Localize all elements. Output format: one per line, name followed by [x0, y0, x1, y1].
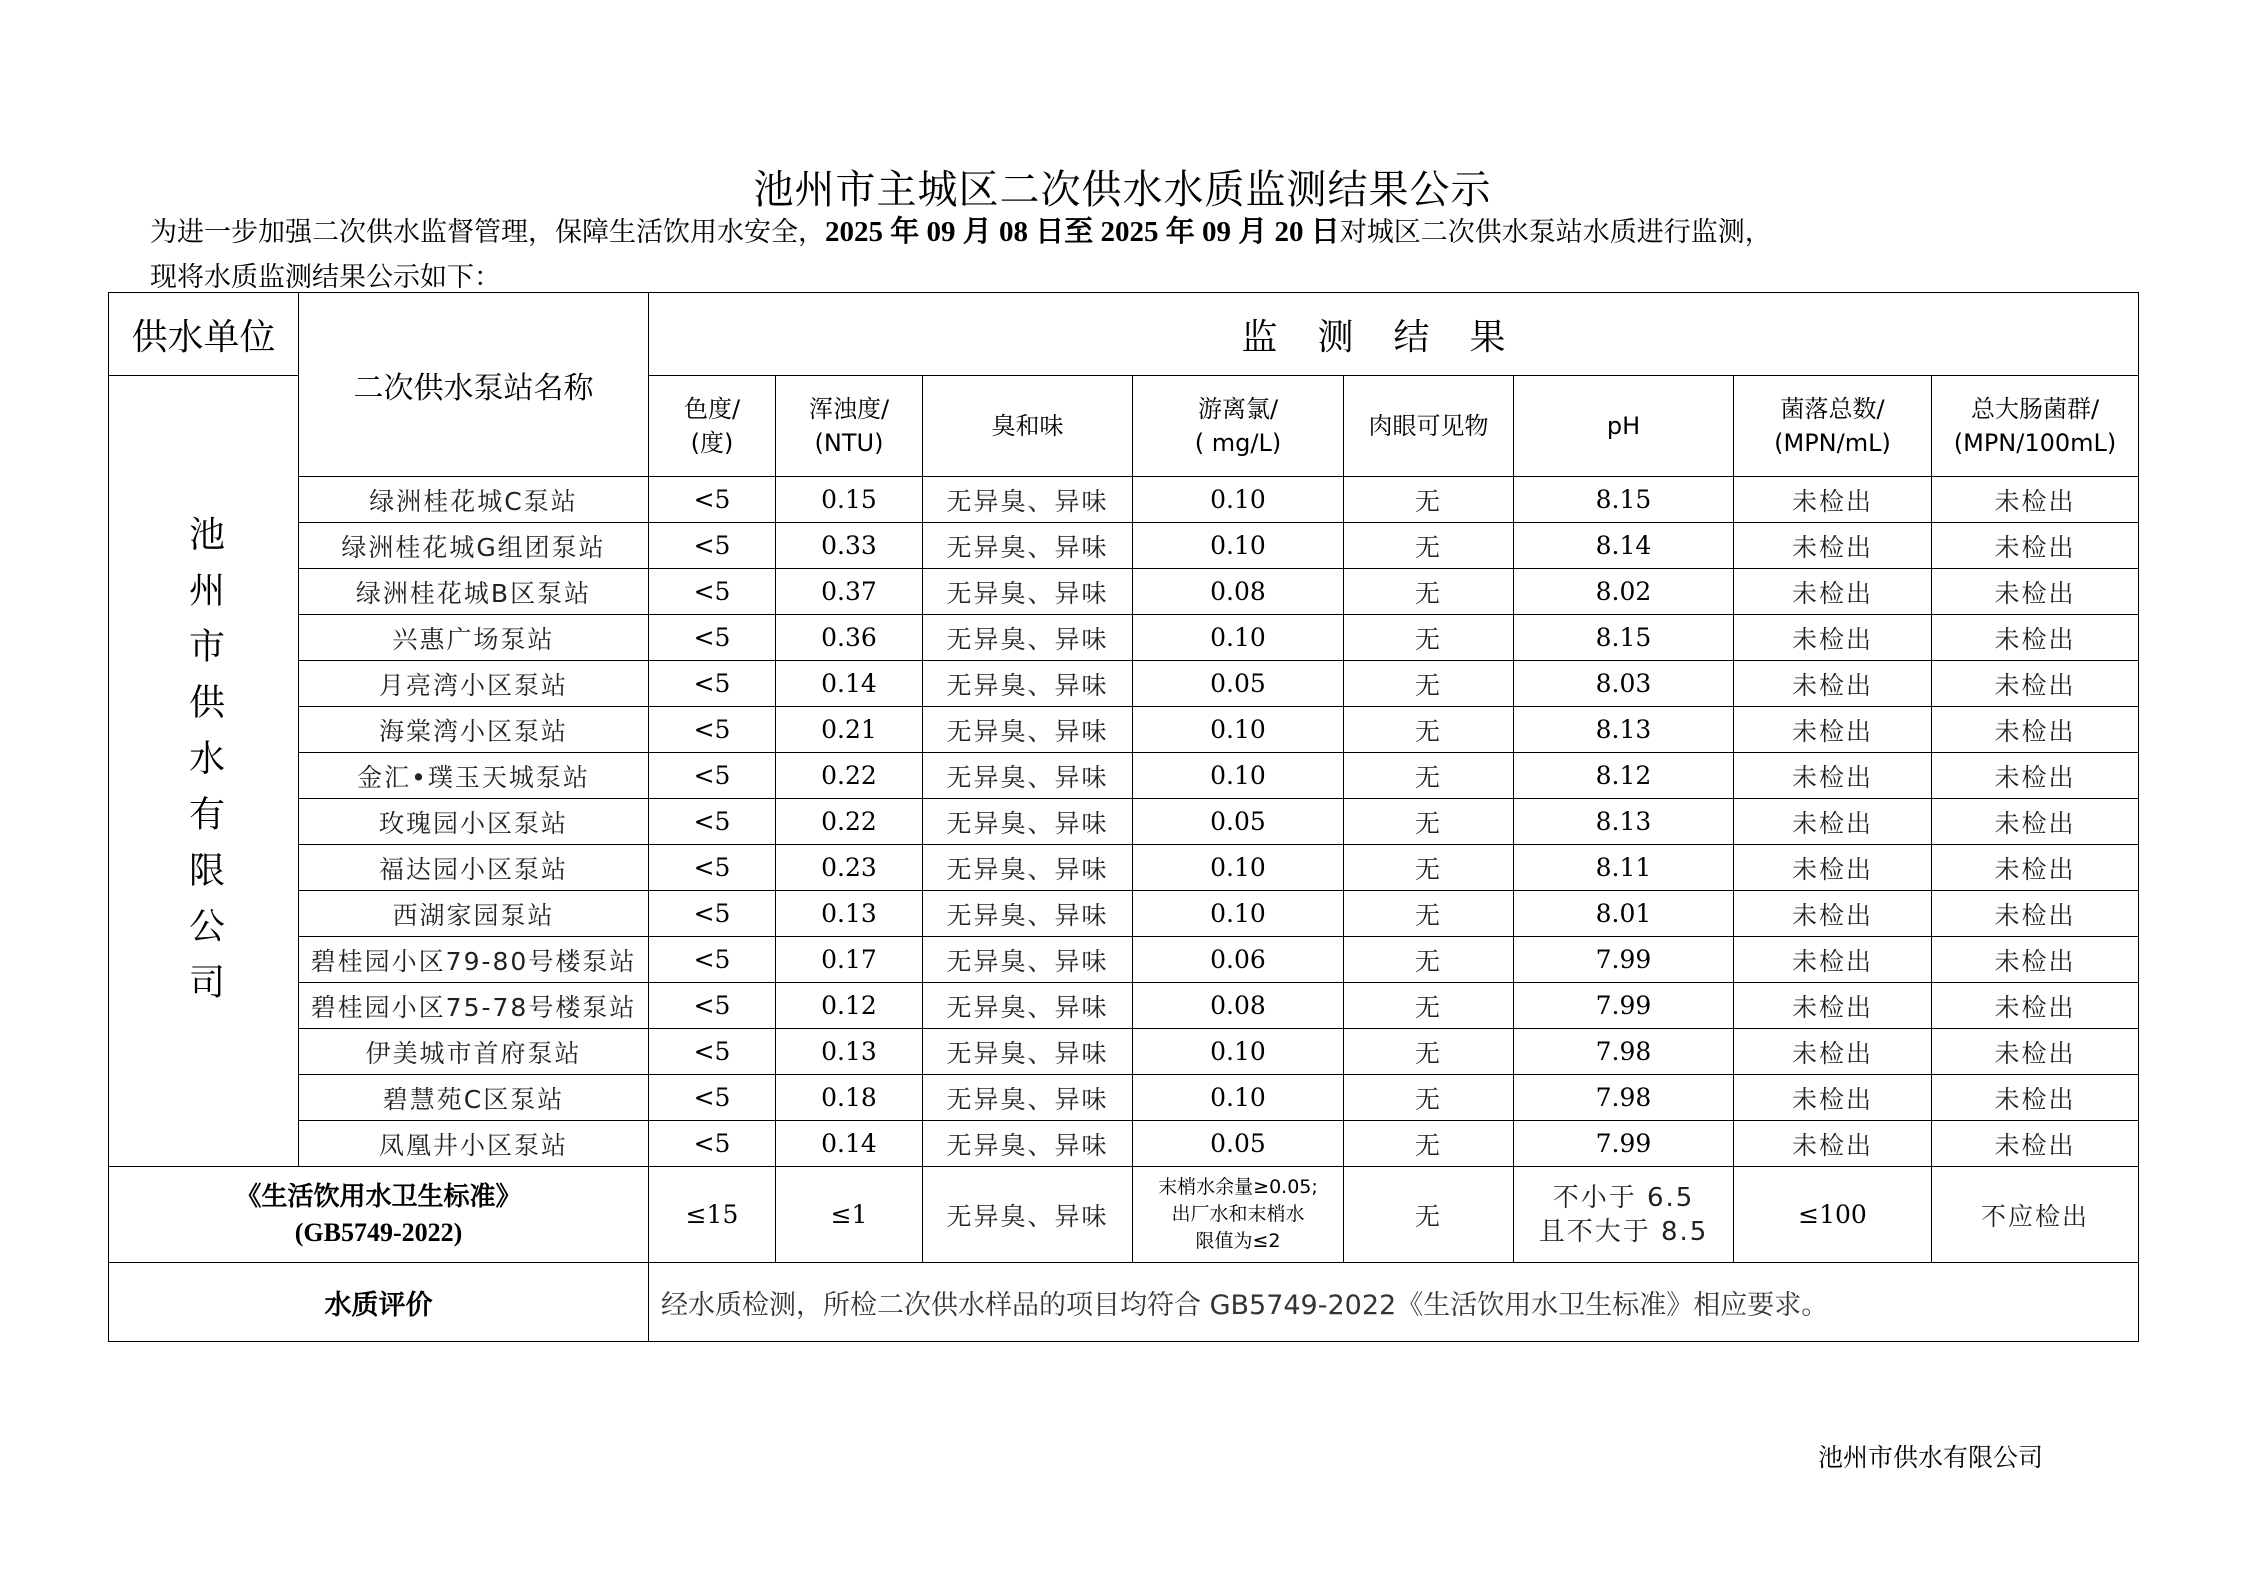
odor-value: 无异臭、异味: [923, 937, 1133, 983]
col-header-turbidity: 浑浊度/ (NTU): [776, 376, 923, 477]
station-name: 凤凰井小区泵站: [299, 1121, 649, 1167]
station-name: 玫瑰园小区泵站: [299, 799, 649, 845]
ph-value: 7.99: [1514, 937, 1734, 983]
standard-odor: 无异臭、异味: [923, 1167, 1133, 1263]
table-row: [109, 1029, 2139, 1075]
color-value: <5: [649, 569, 776, 615]
standard-visible: 无: [1344, 1167, 1514, 1263]
chlorine-value: 0.10: [1133, 891, 1344, 937]
station-name: 兴惠广场泵站: [299, 615, 649, 661]
header-row-1: [109, 293, 2139, 376]
visible-value: 无: [1344, 1029, 1514, 1075]
visible-value: 无: [1344, 1075, 1514, 1121]
colony-value: 未检出: [1734, 707, 1932, 753]
coliform-value: 未检出: [1932, 1121, 2139, 1167]
color-value: <5: [649, 983, 776, 1029]
coliform-value: 未检出: [1932, 661, 2139, 707]
station-name: 碧桂园小区75-78号楼泵站: [299, 983, 649, 1029]
turbidity-value: 0.18: [776, 1075, 923, 1121]
colony-value: 未检出: [1734, 937, 1932, 983]
chlorine-value: 0.10: [1133, 707, 1344, 753]
coliform-value: 未检出: [1932, 1029, 2139, 1075]
ph-value: 8.15: [1514, 477, 1734, 523]
ph-value: 8.01: [1514, 891, 1734, 937]
station-name: 伊美城市首府泵站: [299, 1029, 649, 1075]
colony-value: 未检出: [1734, 983, 1932, 1029]
color-value: <5: [649, 753, 776, 799]
standard-coliform: 不应检出: [1932, 1167, 2139, 1263]
intro-part2: 对城区二次供水泵站水质进行监测，: [1339, 217, 1772, 248]
colony-value: 未检出: [1734, 799, 1932, 845]
table-row: [109, 753, 2139, 799]
table-row: [109, 615, 2139, 661]
station-name: 碧慧苑C区泵站: [299, 1075, 649, 1121]
intro-paragraph: [150, 212, 2150, 253]
turbidity-value: 0.15: [776, 477, 923, 523]
chlorine-value: 0.06: [1133, 937, 1344, 983]
unit-name: 池州市供水有限公司: [183, 514, 225, 1019]
color-value: <5: [649, 1075, 776, 1121]
color-value: <5: [649, 707, 776, 753]
visible-value: 无: [1344, 1121, 1514, 1167]
odor-value: 无异臭、异味: [923, 661, 1133, 707]
visible-value: 无: [1344, 799, 1514, 845]
intro-part1: 为进一步加强二次供水监督管理，保障生活饮用水安全，: [150, 217, 825, 248]
table-row: [109, 983, 2139, 1029]
table-row: [109, 891, 2139, 937]
station-name: 西湖家园泵站: [299, 891, 649, 937]
chlorine-value: 0.05: [1133, 1121, 1344, 1167]
table-row: [109, 707, 2139, 753]
visible-value: 无: [1344, 753, 1514, 799]
odor-value: 无异臭、异味: [923, 753, 1133, 799]
signature: 池州市供水有限公司: [1818, 1443, 2044, 1472]
color-value: <5: [649, 615, 776, 661]
turbidity-value: 0.12: [776, 983, 923, 1029]
colony-value: 未检出: [1734, 891, 1932, 937]
visible-value: 无: [1344, 983, 1514, 1029]
chlorine-value: 0.10: [1133, 753, 1344, 799]
colony-value: 未检出: [1734, 1075, 1932, 1121]
station-name: 绿洲桂花城G组团泵站: [299, 523, 649, 569]
visible-value: 无: [1344, 661, 1514, 707]
ph-value: 8.15: [1514, 615, 1734, 661]
water-quality-table: [108, 292, 2139, 1342]
table-row: [109, 1075, 2139, 1121]
color-value: <5: [649, 1121, 776, 1167]
ph-value: 8.02: [1514, 569, 1734, 615]
colony-value: 未检出: [1734, 477, 1932, 523]
station-name: 月亮湾小区泵站: [299, 661, 649, 707]
evaluation-label: 水质评价: [109, 1263, 649, 1342]
ph-value: 7.98: [1514, 1075, 1734, 1121]
coliform-value: 未检出: [1932, 569, 2139, 615]
col-header-colony: 菌落总数/ (MPN/mL): [1734, 376, 1932, 477]
page-title: 池州市主城区二次供水水质监测结果公示: [753, 167, 1492, 213]
station-name: 绿洲桂花城B区泵站: [299, 569, 649, 615]
turbidity-value: 0.13: [776, 891, 923, 937]
colony-value: 未检出: [1734, 569, 1932, 615]
turbidity-value: 0.22: [776, 753, 923, 799]
turbidity-value: 0.17: [776, 937, 923, 983]
turbidity-value: 0.22: [776, 799, 923, 845]
color-value: <5: [649, 845, 776, 891]
odor-value: 无异臭、异味: [923, 707, 1133, 753]
turbidity-value: 0.36: [776, 615, 923, 661]
ph-value: 8.14: [1514, 523, 1734, 569]
coliform-value: 未检出: [1932, 753, 2139, 799]
station-name: 碧桂园小区79-80号楼泵站: [299, 937, 649, 983]
coliform-value: 未检出: [1932, 615, 2139, 661]
station-name: 福达园小区泵站: [299, 845, 649, 891]
chlorine-value: 0.05: [1133, 661, 1344, 707]
odor-value: 无异臭、异味: [923, 845, 1133, 891]
odor-value: 无异臭、异味: [923, 891, 1133, 937]
chlorine-value: 0.08: [1133, 569, 1344, 615]
station-header: 二次供水泵站名称: [299, 293, 649, 477]
chlorine-value: 0.08: [1133, 983, 1344, 1029]
station-name: 绿洲桂花城C泵站: [299, 477, 649, 523]
chlorine-value: 0.10: [1133, 477, 1344, 523]
coliform-value: 未检出: [1932, 983, 2139, 1029]
colony-value: 未检出: [1734, 661, 1932, 707]
visible-value: 无: [1344, 891, 1514, 937]
coliform-value: 未检出: [1932, 477, 2139, 523]
col-header-chlorine: 游离氯/ ( mg/L): [1133, 376, 1344, 477]
table-row: [109, 799, 2139, 845]
odor-value: 无异臭、异味: [923, 615, 1133, 661]
unit-name-cell: [109, 376, 299, 1167]
chlorine-value: 0.10: [1133, 845, 1344, 891]
coliform-value: 未检出: [1932, 1075, 2139, 1121]
odor-value: 无异臭、异味: [923, 569, 1133, 615]
intro-line2: 现将水质监测结果公示如下：: [150, 262, 501, 293]
ph-value: 8.13: [1514, 707, 1734, 753]
ph-value: 8.12: [1514, 753, 1734, 799]
standard-color: ≤15: [649, 1167, 776, 1263]
color-value: <5: [649, 891, 776, 937]
ph-value: 7.98: [1514, 1029, 1734, 1075]
evaluation-text: 经水质检测，所检二次供水样品的项目均符合 GB5749-2022《生活饮用水卫生标准》相应要求。: [649, 1263, 2139, 1342]
odor-value: 无异臭、异味: [923, 1029, 1133, 1075]
col-header-ph: pH: [1514, 376, 1734, 477]
coliform-value: 未检出: [1932, 523, 2139, 569]
coliform-value: 未检出: [1932, 845, 2139, 891]
chlorine-value: 0.10: [1133, 523, 1344, 569]
ph-value: 8.11: [1514, 845, 1734, 891]
intro-date-range: 2025 年 09 月 08 日至 2025 年 09 月 20 日: [825, 216, 1340, 248]
table-row: [109, 661, 2139, 707]
chlorine-value: 0.10: [1133, 1075, 1344, 1121]
coliform-value: 未检出: [1932, 799, 2139, 845]
turbidity-value: 0.13: [776, 1029, 923, 1075]
col-header-odor: 臭和味: [923, 376, 1133, 477]
ph-value: 7.99: [1514, 1121, 1734, 1167]
visible-value: 无: [1344, 569, 1514, 615]
colony-value: 未检出: [1734, 523, 1932, 569]
standard-row: [109, 1167, 2139, 1263]
table-row: [109, 569, 2139, 615]
visible-value: 无: [1344, 523, 1514, 569]
col-header-coliform: 总大肠菌群/ (MPN/100mL): [1932, 376, 2139, 477]
visible-value: 无: [1344, 615, 1514, 661]
station-name: 金汇•璞玉天城泵站: [299, 753, 649, 799]
standard-chlorine: 末梢水余量≥0.05; 出厂水和末梢水 限值为≤2: [1133, 1167, 1344, 1263]
turbidity-value: 0.21: [776, 707, 923, 753]
table-row: [109, 845, 2139, 891]
color-value: <5: [649, 661, 776, 707]
colony-value: 未检出: [1734, 753, 1932, 799]
colony-value: 未检出: [1734, 845, 1932, 891]
visible-value: 无: [1344, 477, 1514, 523]
table-row: [109, 477, 2139, 523]
turbidity-value: 0.14: [776, 661, 923, 707]
odor-value: 无异臭、异味: [923, 1121, 1133, 1167]
turbidity-value: 0.33: [776, 523, 923, 569]
chlorine-value: 0.05: [1133, 799, 1344, 845]
turbidity-value: 0.23: [776, 845, 923, 891]
ph-value: 7.99: [1514, 983, 1734, 1029]
turbidity-value: 0.14: [776, 1121, 923, 1167]
standard-colony: ≤100: [1734, 1167, 1932, 1263]
colony-value: 未检出: [1734, 1029, 1932, 1075]
table-row: [109, 937, 2139, 983]
chlorine-value: 0.10: [1133, 1029, 1344, 1075]
visible-value: 无: [1344, 845, 1514, 891]
col-header-color: 色度/ (度): [649, 376, 776, 477]
coliform-value: 未检出: [1932, 707, 2139, 753]
col-header-visible: 肉眼可见物: [1344, 376, 1514, 477]
chlorine-value: 0.10: [1133, 615, 1344, 661]
odor-value: 无异臭、异味: [923, 1075, 1133, 1121]
station-name: 海棠湾小区泵站: [299, 707, 649, 753]
color-value: <5: [649, 477, 776, 523]
colony-value: 未检出: [1734, 615, 1932, 661]
colony-value: 未检出: [1734, 1121, 1932, 1167]
unit-header: 供水单位: [109, 293, 299, 376]
odor-value: 无异臭、异味: [923, 477, 1133, 523]
standard-label: 《生活饮用水卫生标准》 (GB5749-2022): [109, 1167, 649, 1263]
coliform-value: 未检出: [1932, 891, 2139, 937]
ph-value: 8.13: [1514, 799, 1734, 845]
odor-value: 无异臭、异味: [923, 983, 1133, 1029]
color-value: <5: [649, 799, 776, 845]
color-value: <5: [649, 523, 776, 569]
turbidity-value: 0.37: [776, 569, 923, 615]
evaluation-row: [109, 1263, 2139, 1342]
visible-value: 无: [1344, 707, 1514, 753]
odor-value: 无异臭、异味: [923, 799, 1133, 845]
visible-value: 无: [1344, 937, 1514, 983]
odor-value: 无异臭、异味: [923, 523, 1133, 569]
color-value: <5: [649, 1029, 776, 1075]
standard-turbidity: ≤1: [776, 1167, 923, 1263]
color-value: <5: [649, 937, 776, 983]
standard-ph: 不小于 6.5 且不大于 8.5: [1514, 1167, 1734, 1263]
table-row: [109, 1121, 2139, 1167]
table-row: [109, 523, 2139, 569]
results-header: 监测结果: [649, 293, 2139, 376]
ph-value: 8.03: [1514, 661, 1734, 707]
coliform-value: 未检出: [1932, 937, 2139, 983]
